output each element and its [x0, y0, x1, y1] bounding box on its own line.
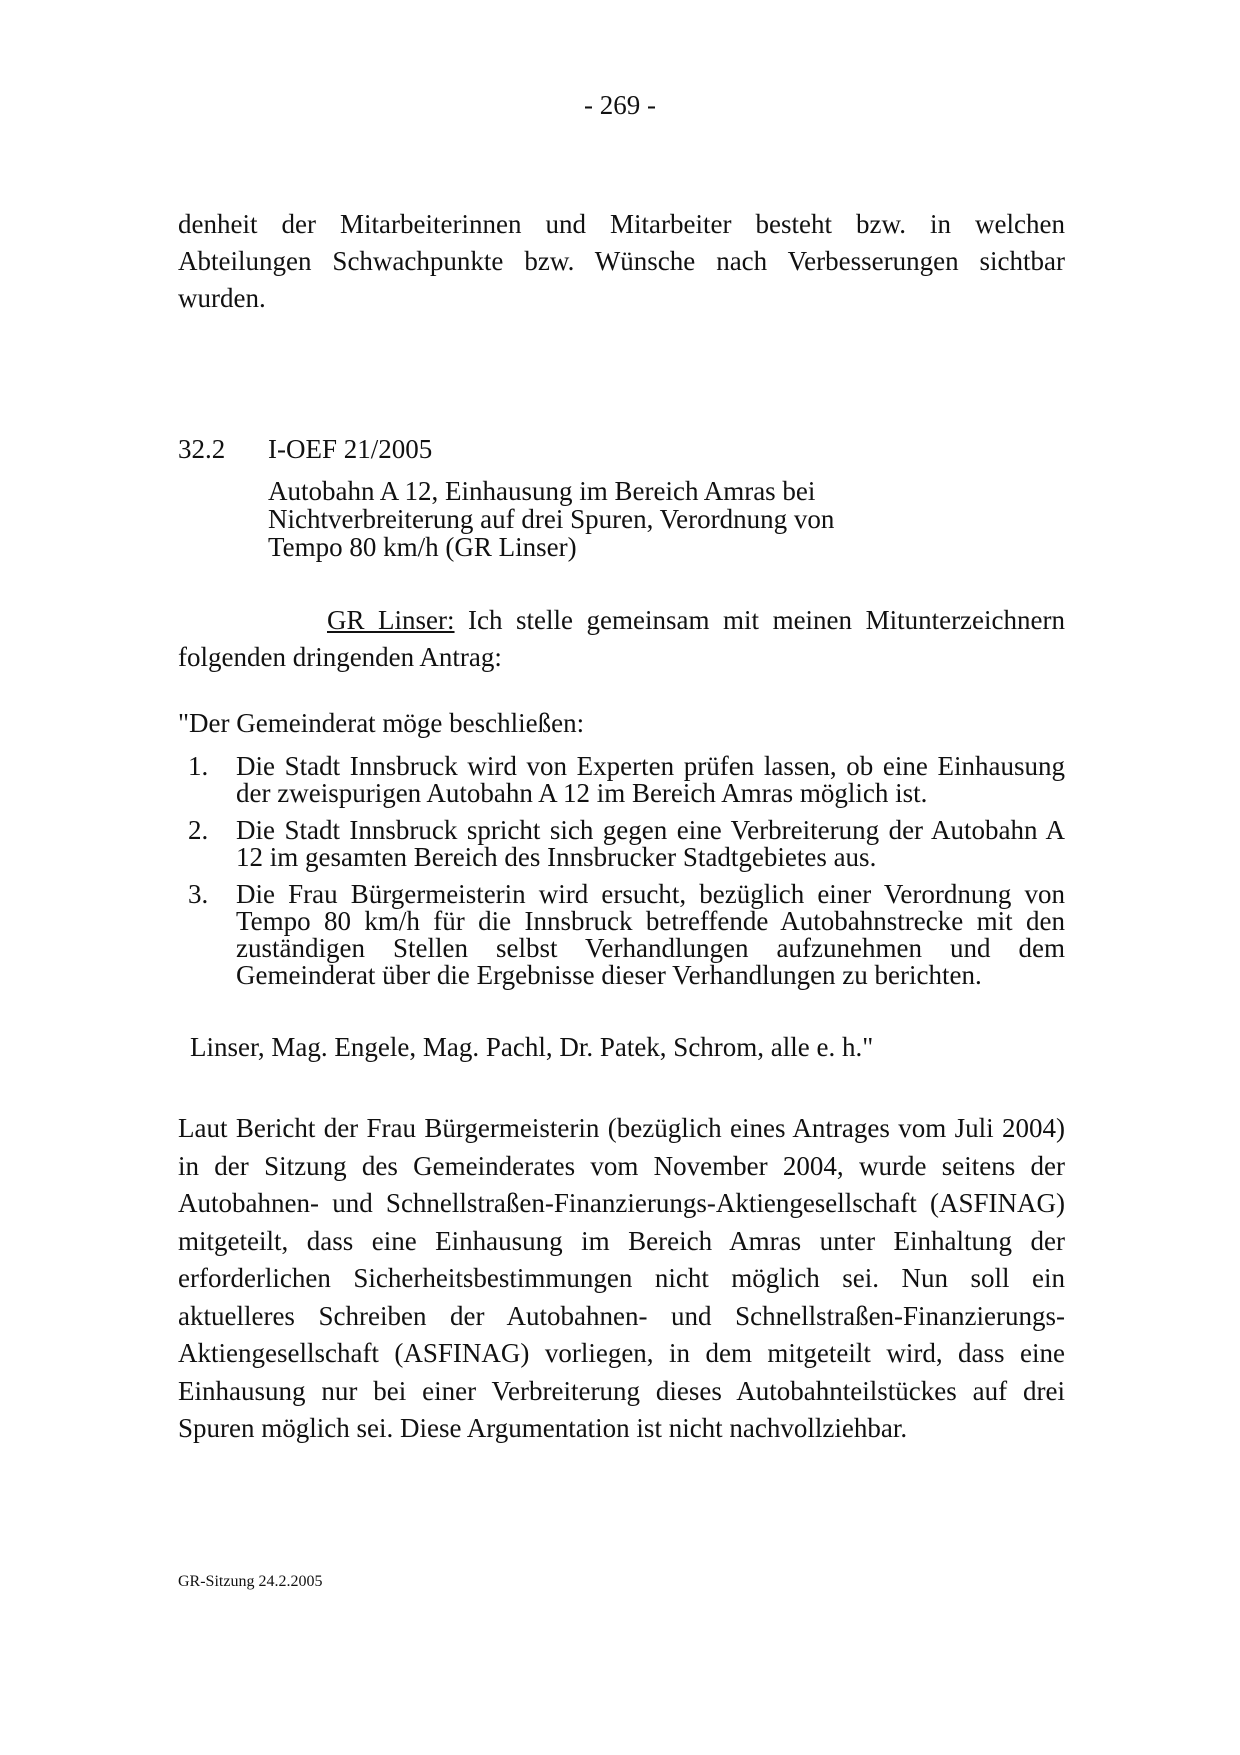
agenda-item-code: I-OEF 21/2005	[268, 434, 433, 464]
agenda-item-title-line: Nichtverbreiterung auf drei Spuren, Verordnung von	[268, 504, 835, 534]
motion-item-number: 1.	[188, 751, 209, 781]
intro-paragraph: denheit der Mitarbeiterinnen und Mitarbeiter besteht bzw. in welchen Abteilungen Schwachpunkte bzw. Wünsche nach Verbesserungen sichtbar wurden.	[178, 209, 1065, 313]
speech-text: Ich stelle gemeinsam mit meinen Mitunterzeichnern folgenden dringenden Antrag:	[178, 605, 1065, 672]
agenda-item-number: 32.2	[178, 434, 226, 464]
motion-item-text: Die Stadt Innsbruck wird von Experten prüfen lassen, ob eine Einhausung der zweispurigen Autobahn A 12 im Bereich Amras möglich ist.	[236, 751, 1065, 808]
agenda-item-title	[268, 477, 908, 561]
motion-intro: "Der Gemeinderat möge beschließen:	[178, 708, 585, 738]
page-number: - 269 -	[584, 90, 656, 120]
motion-item-text: Die Frau Bürgermeisterin wird ersucht, bezüglich einer Verordnung von Tempo 80 km/h für die Innsbruck betreffende Autobahnstrecke mit den zuständigen Stellen selbst Verhandlungen aufzunehmen und dem Gemeinderat über die Ergebnisse dieser Verhandlungen zu berichten.	[236, 879, 1065, 990]
motion-item	[188, 753, 1065, 807]
speaker-name: GR Linser:	[327, 605, 455, 635]
motion-list	[188, 753, 1065, 999]
motion-item	[188, 817, 1065, 871]
motion-item-text: Die Stadt Innsbruck spricht sich gegen eine Verbreiterung der Autobahn A 12 im gesamten Bereich des Innsbrucker Stadtgebietes aus.	[236, 815, 1065, 872]
agenda-item-title-line: Autobahn A 12, Einhausung im Bereich Amras bei	[268, 476, 816, 506]
page-footer: GR-Sitzung 24.2.2005	[178, 1573, 323, 1590]
agenda-item-title-line: Tempo 80 km/h (GR Linser)	[268, 532, 577, 562]
motion-item	[188, 881, 1065, 989]
report-paragraph: Laut Bericht der Frau Bürgermeisterin (bezüglich eines Antrages vom Juli 2004) in der Sitzung des Gemeinderates vom November 2004, wurde seitens der Autobahnen- und Schnellstraßen-Finanzierungs-Aktiengesellschaft (ASFINAG) mitgeteilt, dass eine Einhausung im Bereich Amras unter Einhaltung der erforderlichen Sicherheitsbestimmungen nicht möglich sei. Nun soll ein aktuelleres Schreiben der Autobahnen- und Schnellstraßen-Finanzierungs-Aktiengesellschaft (ASFINAG) vorliegen, in dem mitgeteilt wird, dass eine Einhausung nur bei einer Verbreiterung dieses Autobahnteilstückes auf drei Spuren möglich sei. Diese Argumentation ist nicht nachvollziehbar.	[178, 1113, 1065, 1443]
speech-paragraph	[178, 602, 1065, 676]
signatories: Linser, Mag. Engele, Mag. Pachl, Dr. Patek, Schrom, alle e. h."	[190, 1032, 874, 1062]
motion-item-number: 2.	[188, 815, 209, 845]
motion-item-number: 3.	[188, 879, 209, 909]
